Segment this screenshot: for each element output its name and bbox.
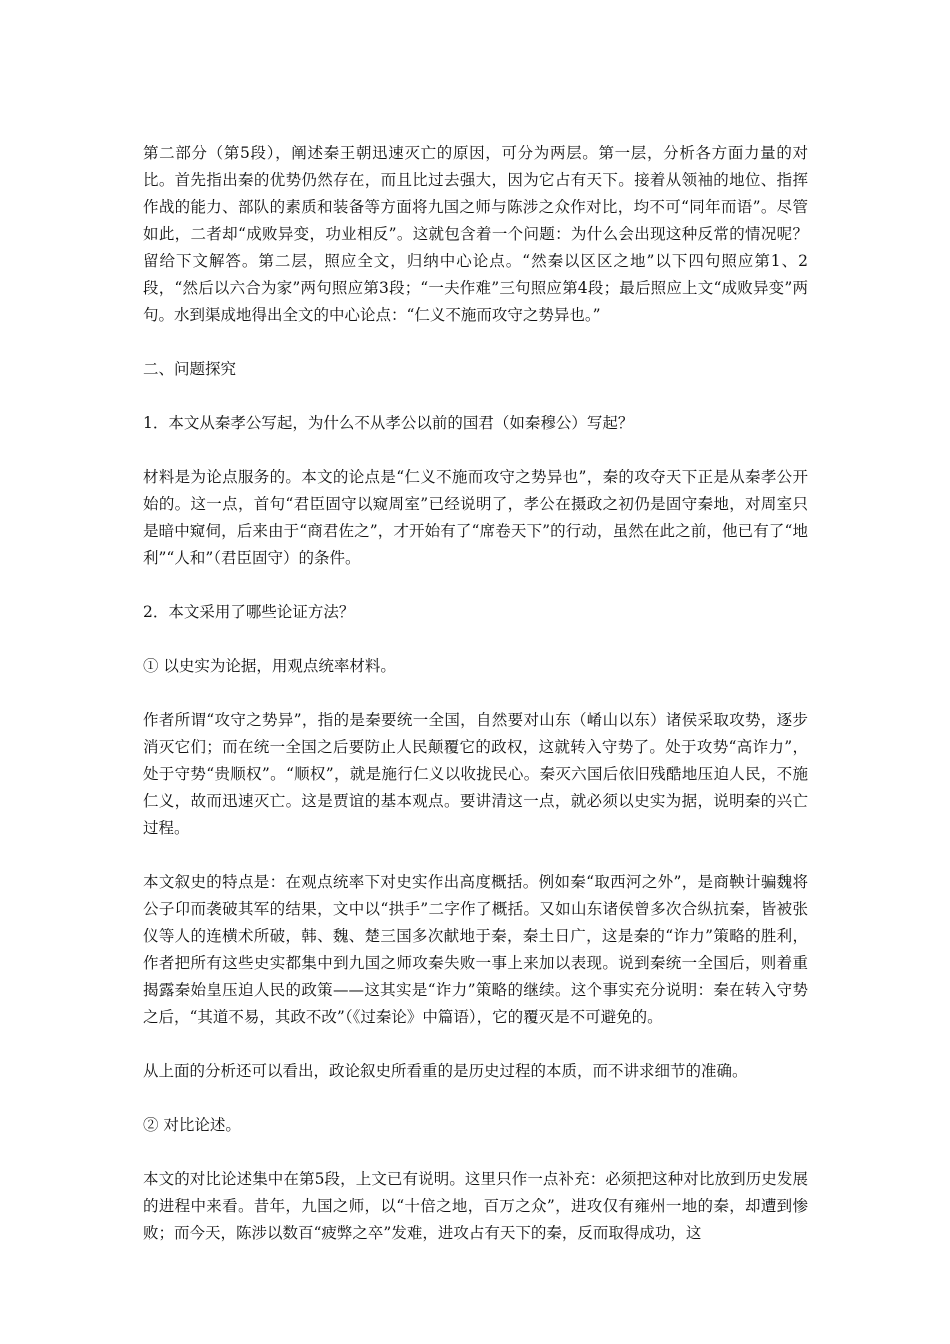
section-heading-problem-exploration: 二、问题探究	[143, 360, 237, 378]
method-1-paragraph-a: 作者所谓“攻守之势异”，指的是秦要统一全国，自然要对山东（崤山以东）诸侯采取攻势，逐步消灭它们；而在统一全国之后要防止人民颠覆它的政权，这就转入守势了。处于攻势“高诈力”，处于守势“贵顺权”。“顺权”，就是施行仁义以收拢民心。秦灭六国后依旧残酷地压迫人民，不施仁义，故而迅速灭亡。这是贾谊的基本观点。要讲清这一点，就必须以史实为据，说明秦的兴亡过程。	[143, 711, 808, 837]
document-body	[143, 140, 808, 1274]
method-1-paragraph-c: 从上面的分析还可以看出，政论叙史所看重的是历史过程的本质，而不讲求细节的准确。	[143, 1062, 748, 1080]
paragraph-part-two-summary: 第二部分（第5段），阐述秦王朝迅速灭亡的原因，可分为两层。第一层，分析各方面力量的对比。首先指出秦的优势仍然存在，而且比过去强大，因为它占有天下。接着从领袖的地位、指挥作战的能力、部队的素质和装备等方面将九国之师与陈涉之众作对比，均不可“同年而语”。尽管如此，二者却“成败异变，功业相反”。这就包含着一个问题：为什么会出现这种反常的情况呢？留给下文解答。第二层，照应全文，归纳中心论点。“然秦以区区之地”以下四句照应第1、2段，“然后以六合为家”两句照应第3段；“一夫作难”三句照应第4段；最后照应上文“成败异变”两句。水到渠成地得出全文的中心论点：“仁义不施而攻守之势异也。”	[143, 144, 808, 324]
question-1: 1．本文从秦孝公写起，为什么不从孝公以前的国君（如秦穆公）写起？	[143, 414, 634, 432]
method-2-heading: ② 对比论述。	[143, 1116, 241, 1134]
method-1-paragraph-b: 本文叙史的特点是：在观点统率下对史实作出高度概括。例如秦“取西河之外”，是商鞅计骗魏将公子卬而袭破其军的结果，文中以“拱手”二字作了概括。又如山东诸侯曾多次合纵抗秦，皆被张仪等人的连横术所破，韩、魏、楚三国多次献地于秦，秦土日广，这是秦的“诈力”策略的胜利，作者把所有这些史实都集中到九国之师攻秦失败一事上来加以表现。说到秦统一全国后，则着重揭露秦始皇压迫人民的政策——这其实是“诈力”策略的继续。这个事实充分说明：秦在转入守势之后，“其道不易，其政不改”（《过秦论》中篇语），它的覆灭是不可避免的。	[143, 873, 808, 1026]
method-2-paragraph-a: 本文的对比论述集中在第5段，上文已有说明。这里只作一点补充：必须把这种对比放到历史发展的进程中来看。昔年，九国之师，以“十倍之地，百万之众”，进攻仅有雍州一地的秦，却遭到惨败；而今天，陈涉以数百“疲弊之卒”发难，进攻占有天下的秦，反而取得成功，这	[143, 1170, 808, 1242]
answer-1: 材料是为论点服务的。本文的论点是“仁义不施而攻守之势异也”，秦的攻夺天下正是从秦孝公开始的。这一点，首句“君臣固守以窥周室”已经说明了，孝公在摄政之初仍是固守秦地，对周室只是暗中窥伺，后来由于“商君佐之”，才开始有了“席卷天下”的行动，虽然在此之前，他已有了“地利”“人和”（君臣固守）的条件。	[143, 468, 808, 567]
method-1-heading: ① 以史实为论据，用观点统率材料。	[143, 657, 396, 675]
question-2: 2．本文采用了哪些论证方法？	[143, 603, 355, 621]
